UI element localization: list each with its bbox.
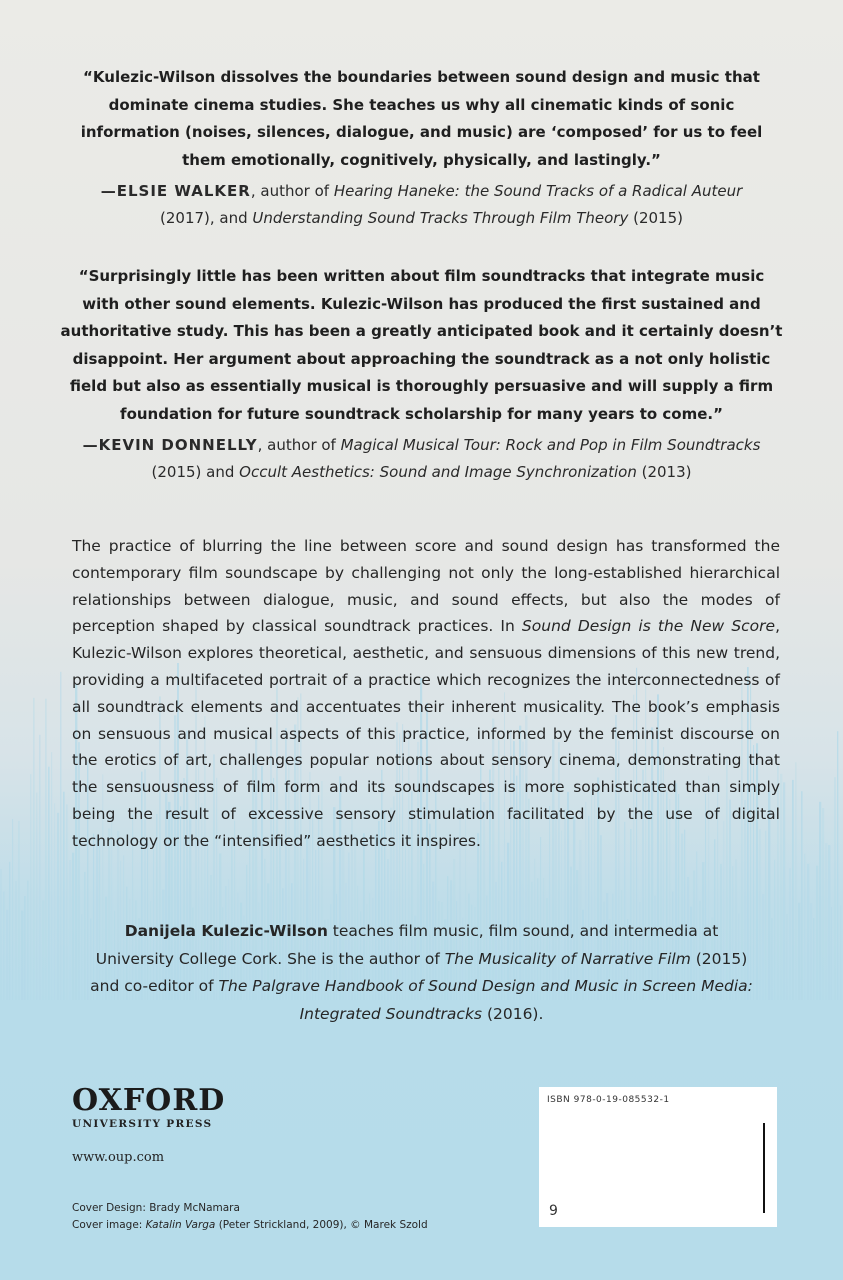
wave-stroke: [69, 860, 71, 1000]
wave-stroke: [33, 698, 35, 1000]
endorsement-quote-2: [60, 263, 783, 486]
wave-stroke: [45, 699, 47, 1000]
wave-stroke: [66, 804, 68, 1000]
quote-1-book-2: Understanding Sound Tracks Through Film Theory: [252, 209, 629, 227]
wave-stroke: [15, 881, 17, 1000]
wave-stroke: [0, 869, 2, 1000]
wave-stroke: [804, 854, 805, 1000]
wave-stroke: [834, 777, 836, 1000]
wave-stroke: [12, 819, 13, 1000]
wave-stroke: [84, 872, 86, 1000]
publisher-name: OXFORD: [72, 1083, 226, 1118]
wave-stroke: [765, 831, 766, 1000]
book-title: Sound Design is the New Score: [521, 617, 776, 636]
barcode-digit: 9: [549, 1203, 558, 1219]
quote-1-text: “Kulezic-Wilson dissolves the boundaries between sound design and music that dominate cinema studies. She teaches us why all cinematic kinds of sonic information (noises, silences, dialogue, and music) are ‘composed’ for us to feel them emotionally, cognitively, physically, and lastingly.”: [80, 68, 763, 169]
cover-credits: [72, 1200, 428, 1234]
wave-stroke: [813, 918, 814, 1000]
wave-stroke: [63, 792, 65, 1000]
cover-image-title: Katalin Varga: [145, 1219, 216, 1231]
wave-stroke: [9, 862, 10, 1000]
author-bio: Danijela Kulezic-Wilson teaches film music, film sound, and intermedia at University College Cork. She is the author of The Musicality of Narrative Film (2015) and co-editor of The Palgrave Handbook of Sound Design and Music in Screen Media: Integrated Soundtracks (2016).: [90, 922, 753, 1023]
publisher-logo: [72, 1085, 372, 1130]
wave-stroke: [840, 905, 841, 1000]
wave-stroke: [51, 752, 52, 1000]
wave-stroke: [801, 791, 803, 1000]
bio-book-1: The Musicality of Narrative Film: [444, 949, 691, 968]
wave-stroke: [771, 918, 773, 1000]
wave-stroke: [792, 780, 794, 1000]
bio-book-2: The Palgrave Handbook of Sound Design and Music in Screen Media: Integrated Soundtracks: [218, 977, 753, 1023]
wave-stroke: [810, 903, 812, 1000]
quote-2-book-2: Occult Aesthetics: Sound and Image Synchronization: [239, 463, 637, 481]
endorsement-quote-1: [60, 64, 783, 232]
wave-stroke: [786, 914, 788, 1000]
wave-stroke: [24, 896, 26, 1000]
barcode-bar: [763, 1123, 765, 1213]
wave-stroke: [831, 907, 832, 1000]
cover-image-credit: Cover image: Katalin Varga (Peter Strickland, 2009), © Marek Szold: [72, 1219, 428, 1231]
wave-stroke: [828, 845, 830, 1000]
book-description: The practice of blurring the line between score and sound design has transformed the contemporary film soundscape by challenging not only the long-established hierarchical relationships between dialogue, music, and sound effects, but also the modes of perception shaped by classical soundtrack practices. In Sound Design is the New Score, Kulezic-Wilson explores theoretical, aesthetic, and sensuous dimensions of this new trend, providing a multifaceted portrait of a practice which recognizes the interconnectedness of all soundtrack elements and accentuates their inherent musicality. The book’s emphasis on sensuous and musical aspects of this practice, informed by the feminist discourse on the erotics of art, challenges popular notions about sensory cinema, demonstrating that the sensuousness of film form and its soundscapes is more sophisticated than simply being the result of excessive sensory stimulation facilitated by the use of digital technology or the “intensified” aesthetics it inspires.: [72, 537, 781, 850]
wave-stroke: [798, 903, 800, 1000]
barcode-box: [539, 1087, 777, 1227]
wave-stroke: [780, 774, 782, 1000]
wave-stroke: [774, 860, 775, 1000]
wave-stroke: [783, 782, 785, 1000]
wave-stroke: [822, 808, 824, 1000]
quote-1-book-1: Hearing Haneke: the Sound Tracks of a Radical Auteur: [333, 182, 743, 200]
wave-stroke: [789, 868, 791, 1000]
wave-stroke: [72, 853, 74, 1000]
wave-stroke: [42, 900, 44, 1000]
wave-stroke: [807, 864, 809, 1000]
publisher-url: www.oup.com: [72, 1150, 165, 1165]
wave-stroke: [837, 731, 838, 1000]
quote-2-attribution: —KEVIN DONNELLY, author of Magical Musical Tour: Rock and Pop in Film Soundtracks (2015) and Occult Aesthetics: Sound and Image Synchronization (2013): [82, 436, 761, 481]
wave-stroke: [48, 767, 50, 1000]
wave-stroke: [27, 881, 29, 1000]
wave-stroke: [6, 910, 8, 1000]
wave-stroke: [39, 735, 41, 1000]
author-name: Danijela Kulezic-Wilson: [124, 922, 328, 940]
wave-stroke: [30, 774, 31, 1000]
cover-design-credit: Cover Design: Brady McNamara: [72, 1202, 240, 1214]
wave-stroke: [60, 672, 61, 1000]
wave-stroke: [816, 866, 818, 1000]
wave-stroke: [54, 803, 55, 1000]
wave-stroke: [762, 894, 764, 1000]
wave-stroke: [819, 802, 821, 1000]
quote-1-author: —ELSIE WALKER: [100, 182, 251, 200]
wave-stroke: [36, 793, 37, 1000]
wave-stroke: [81, 914, 82, 1000]
quote-1-attribution: —ELSIE WALKER, author of Hearing Haneke: the Sound Tracks of a Radical Auteur (2017), and Understanding Sound Tracks Through Film Theory (2015): [100, 182, 743, 227]
wave-stroke: [57, 813, 59, 1000]
quote-2-author: —KEVIN DONNELLY: [82, 436, 258, 454]
isbn-text: ISBN 978-0-19-085532-1: [547, 1095, 670, 1103]
wave-stroke: [21, 911, 23, 1000]
wave-stroke: [825, 843, 827, 1000]
wave-stroke: [3, 892, 5, 1000]
wave-stroke: [759, 829, 761, 1000]
quote-2-text: “Surprisingly little has been written about film soundtracks that integrate music with other sound elements. Kulezic-Wilson has produced the first sustained and authoritative study. This has been a greatly anticipated book and it certainly doesn’t disappoint. Her argument about approaching the soundtrack as a not only holistic field but also as essentially musical is thoroughly persuasive and will supply a firm foundation for future soundtrack scholarship for many years to come.”: [60, 267, 783, 423]
wave-stroke: [795, 762, 797, 1000]
quote-2-book-1: Magical Musical Tour: Rock and Pop in Film Soundtracks: [340, 436, 761, 454]
publisher-subtitle: UNIVERSITY PRESS: [72, 1118, 213, 1130]
wave-stroke: [18, 821, 20, 1000]
